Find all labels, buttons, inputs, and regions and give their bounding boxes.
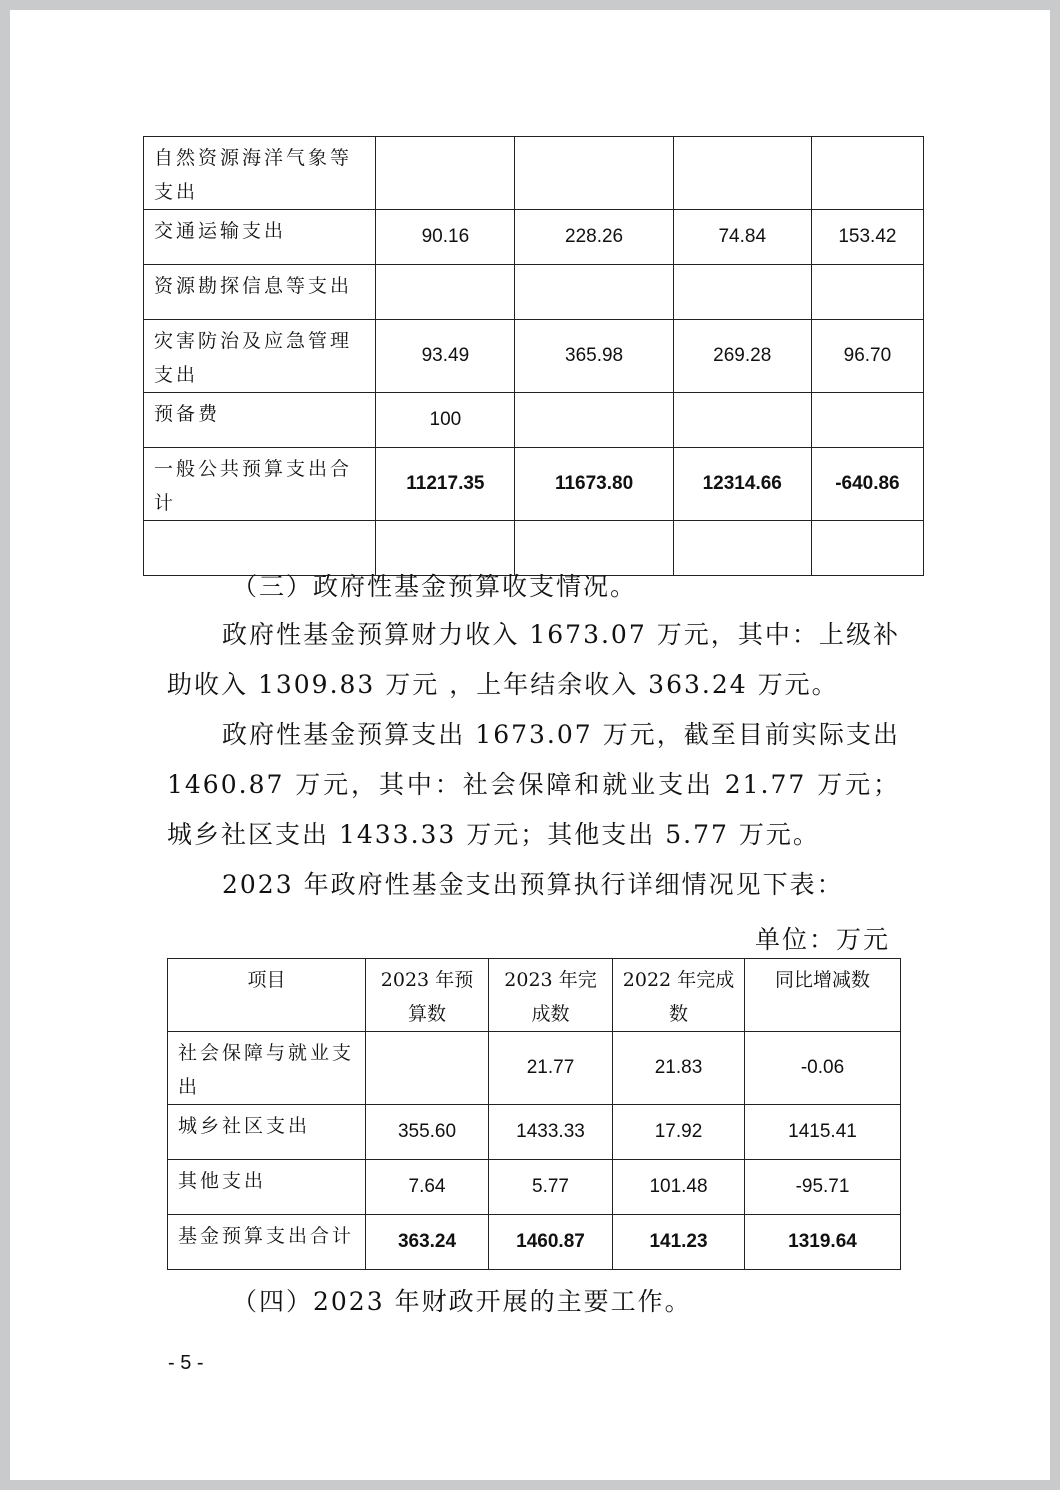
paragraph: 政府性基金预算财力收入 1673.07 万元，其中：上级补助收入 1309.83 万元 ，上年结余收入 363.24 万元。 bbox=[167, 620, 900, 699]
cell-value bbox=[673, 393, 811, 448]
cell-value bbox=[811, 265, 923, 320]
cell-value: 1433.33 bbox=[489, 1105, 613, 1160]
cell-value: 101.48 bbox=[613, 1160, 745, 1215]
cell-value: -0.06 bbox=[745, 1032, 901, 1105]
cell-value: 17.92 bbox=[613, 1105, 745, 1160]
row-label: 城乡社区支出 bbox=[168, 1105, 366, 1160]
table-row bbox=[168, 1032, 901, 1105]
cell-value: 153.42 bbox=[811, 210, 923, 265]
cell-value bbox=[811, 521, 923, 576]
row-label: 其他支出 bbox=[168, 1160, 366, 1215]
cell-value bbox=[515, 137, 673, 210]
cell-value: 12314.66 bbox=[673, 448, 811, 521]
row-label: 社会保障与就业支出 bbox=[168, 1032, 366, 1105]
row-label: 一般公共预算支出合计 bbox=[144, 448, 376, 521]
row-label: 交通运输支出 bbox=[144, 210, 376, 265]
table-row bbox=[144, 137, 924, 210]
row-label: 基金预算支出合计 bbox=[168, 1215, 366, 1270]
unit-label: 单位：万元 bbox=[754, 925, 890, 954]
table-header-row bbox=[168, 959, 901, 1032]
paragraph: 2023 年政府性基金支出预算执行详细情况见下表： bbox=[222, 870, 844, 899]
cell-value: 21.83 bbox=[613, 1032, 745, 1105]
fund-budget-table bbox=[167, 958, 901, 1270]
cell-value bbox=[366, 1032, 489, 1105]
cell-value: -640.86 bbox=[811, 448, 923, 521]
column-header: 2023 年预算数 bbox=[366, 959, 489, 1032]
table-row bbox=[144, 320, 924, 393]
cell-value: -95.71 bbox=[745, 1160, 901, 1215]
cell-value bbox=[515, 265, 673, 320]
row-label: 预备费 bbox=[144, 393, 376, 448]
cell-value: 7.64 bbox=[366, 1160, 489, 1215]
column-header: 2022 年完成数 bbox=[613, 959, 745, 1032]
cell-value: 90.16 bbox=[376, 210, 515, 265]
table-row bbox=[144, 265, 924, 320]
column-header: 项目 bbox=[168, 959, 366, 1032]
table-row bbox=[168, 1105, 901, 1160]
cell-value bbox=[515, 393, 673, 448]
section-heading: （三）政府性基金预算收支情况。 bbox=[232, 572, 638, 601]
column-header: 同比增减数 bbox=[745, 959, 901, 1032]
cell-value: 100 bbox=[376, 393, 515, 448]
cell-value: 1415.41 bbox=[745, 1105, 901, 1160]
cell-value: 228.26 bbox=[515, 210, 673, 265]
table-row bbox=[144, 210, 924, 265]
general-budget-table bbox=[143, 136, 924, 576]
cell-value: 5.77 bbox=[489, 1160, 613, 1215]
cell-value: 11217.35 bbox=[376, 448, 515, 521]
cell-value bbox=[673, 137, 811, 210]
cell-value: 21.77 bbox=[489, 1032, 613, 1105]
cell-value: 269.28 bbox=[673, 320, 811, 393]
table-total-row bbox=[168, 1215, 901, 1270]
cell-value: 96.70 bbox=[811, 320, 923, 393]
cell-value bbox=[673, 521, 811, 576]
cell-value: 355.60 bbox=[366, 1105, 489, 1160]
document-page bbox=[10, 10, 1050, 1480]
row-label: 自然资源海洋气象等支出 bbox=[144, 137, 376, 210]
paragraph: 政府性基金预算支出 1673.07 万元，截至目前实际支出 1460.87 万元，其中：社会保障和就业支出 21.77 万元；城乡社区支出 1433.33 万元；其他支出 5.77 万元。 bbox=[167, 720, 900, 849]
row-label: 灾害防治及应急管理支出 bbox=[144, 320, 376, 393]
section-heading: （四）2023 年财政开展的主要工作。 bbox=[232, 1287, 692, 1316]
table-total-row bbox=[144, 448, 924, 521]
cell-value: 93.49 bbox=[376, 320, 515, 393]
table-row bbox=[168, 1160, 901, 1215]
cell-value: 74.84 bbox=[673, 210, 811, 265]
row-label: 资源勘探信息等支出 bbox=[144, 265, 376, 320]
cell-value bbox=[811, 393, 923, 448]
cell-value: 1460.87 bbox=[489, 1215, 613, 1270]
page-number: - 5 - bbox=[168, 1352, 204, 1374]
cell-value bbox=[376, 137, 515, 210]
cell-value: 363.24 bbox=[366, 1215, 489, 1270]
cell-value: 1319.64 bbox=[745, 1215, 901, 1270]
cell-value: 365.98 bbox=[515, 320, 673, 393]
cell-value bbox=[376, 265, 515, 320]
table-row bbox=[144, 393, 924, 448]
column-header: 2023 年完成数 bbox=[489, 959, 613, 1032]
cell-value bbox=[673, 265, 811, 320]
cell-value: 11673.80 bbox=[515, 448, 673, 521]
cell-value: 141.23 bbox=[613, 1215, 745, 1270]
cell-value bbox=[811, 137, 923, 210]
